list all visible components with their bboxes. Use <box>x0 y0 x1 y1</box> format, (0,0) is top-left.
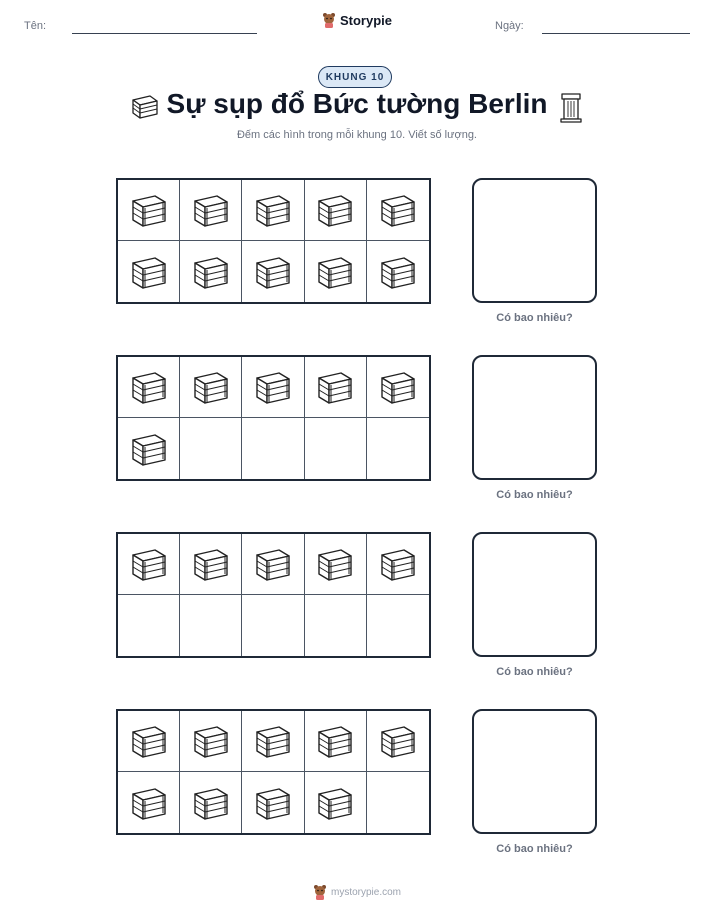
ten-frame <box>116 355 431 481</box>
crate-icon <box>128 428 170 470</box>
ten-frame-cell <box>242 711 304 772</box>
ten-frame-cell <box>180 534 242 595</box>
crate-icon <box>252 720 294 762</box>
answer-prompt: Có bao nhiêu? <box>496 843 573 855</box>
name-label: Tên: <box>24 20 47 32</box>
crate-icon <box>377 543 419 585</box>
answer-prompt: Có bao nhiêu? <box>496 489 573 501</box>
crate-icon <box>377 251 419 293</box>
ten-frame-cell <box>367 418 429 479</box>
wall-pillar-icon <box>558 90 584 124</box>
crate-icon <box>128 543 170 585</box>
ten-frame-cell <box>242 772 304 833</box>
footer-url[interactable]: mystorypie.com <box>330 886 401 898</box>
ten-frame-cell <box>118 357 180 418</box>
answer-box[interactable] <box>472 532 597 657</box>
ten-frame-cell <box>242 595 304 656</box>
ten-frame-cell <box>305 357 367 418</box>
ten-frame-cell <box>180 595 242 656</box>
crate-icon <box>377 366 419 408</box>
ten-frame-cell <box>180 772 242 833</box>
crate-icon <box>190 720 232 762</box>
ten-frame-cell <box>118 418 180 479</box>
crate-icon <box>377 189 419 231</box>
crate-icon <box>128 189 170 231</box>
ten-frame-cell <box>118 772 180 833</box>
bear-logo-icon <box>313 884 327 900</box>
crate-icon <box>314 543 356 585</box>
ten-frame-cell <box>305 772 367 833</box>
date-label: Ngày: <box>495 20 524 32</box>
ten-frame <box>116 532 431 658</box>
name-line[interactable] <box>72 33 257 34</box>
bear-logo-icon <box>322 12 336 28</box>
ten-frame-cell <box>305 711 367 772</box>
ten-frame-cell <box>305 180 367 241</box>
crate-icon <box>128 366 170 408</box>
ten-frame-cell <box>242 241 304 302</box>
crate-icon <box>190 189 232 231</box>
crate-icon <box>128 251 170 293</box>
ten-frame-cell <box>180 357 242 418</box>
ten-frame-cell <box>242 180 304 241</box>
ten-frame-cell <box>367 180 429 241</box>
crate-icon <box>128 782 170 824</box>
crate-icon <box>314 189 356 231</box>
footer <box>0 884 714 905</box>
ten-frame-cell <box>305 534 367 595</box>
ten-frame-cell <box>367 595 429 656</box>
ten-frame-cell <box>118 180 180 241</box>
ten-frame-cell <box>305 418 367 479</box>
crate-icon <box>252 251 294 293</box>
ten-frame-cell <box>305 595 367 656</box>
ten-frame-cell <box>180 241 242 302</box>
crate-icon <box>190 251 232 293</box>
crate-icon <box>252 189 294 231</box>
crate-icon <box>252 366 294 408</box>
crate-icon <box>252 543 294 585</box>
ten-frame <box>116 178 431 304</box>
ten-frame-cell <box>242 534 304 595</box>
ten-frame-cell <box>367 534 429 595</box>
ten-frame-cell <box>367 711 429 772</box>
crate-icon <box>314 366 356 408</box>
khung-badge: KHUNG 10 <box>318 66 392 88</box>
ten-frame-cell <box>305 241 367 302</box>
crate-icon <box>314 782 356 824</box>
ten-frame-cell <box>118 241 180 302</box>
crate-icon <box>190 782 232 824</box>
answer-box[interactable] <box>472 355 597 480</box>
crate-icon <box>314 251 356 293</box>
ten-frame-cell <box>118 595 180 656</box>
ten-frame-cell <box>118 711 180 772</box>
answer-prompt: Có bao nhiêu? <box>496 666 573 678</box>
ten-frame <box>116 709 431 835</box>
brand <box>0 12 714 33</box>
ten-frame-cell <box>367 241 429 302</box>
crate-icon <box>252 782 294 824</box>
ten-frame-cell <box>367 357 429 418</box>
crate-icon <box>190 543 232 585</box>
date-line[interactable] <box>542 33 690 34</box>
crate-icon <box>128 720 170 762</box>
ten-frame-cell <box>242 418 304 479</box>
ten-frame-cell <box>180 711 242 772</box>
ten-frame-cell <box>367 772 429 833</box>
answer-box[interactable] <box>472 709 597 834</box>
instructions: Đếm các hình trong mỗi khung 10. Viết số lượng. <box>236 129 477 141</box>
answer-box[interactable] <box>472 178 597 303</box>
ten-frame-cell <box>242 357 304 418</box>
ten-frame-cell <box>180 180 242 241</box>
brand-name: Storypie <box>339 12 392 28</box>
crate-icon <box>377 720 419 762</box>
crate-icon <box>314 720 356 762</box>
ten-frame-cell <box>180 418 242 479</box>
crate-icon <box>190 366 232 408</box>
answer-prompt: Có bao nhiêu? <box>496 312 573 324</box>
page-title: Sự sụp đổ Bức tường Berlin <box>166 88 548 119</box>
ten-frame-cell <box>118 534 180 595</box>
